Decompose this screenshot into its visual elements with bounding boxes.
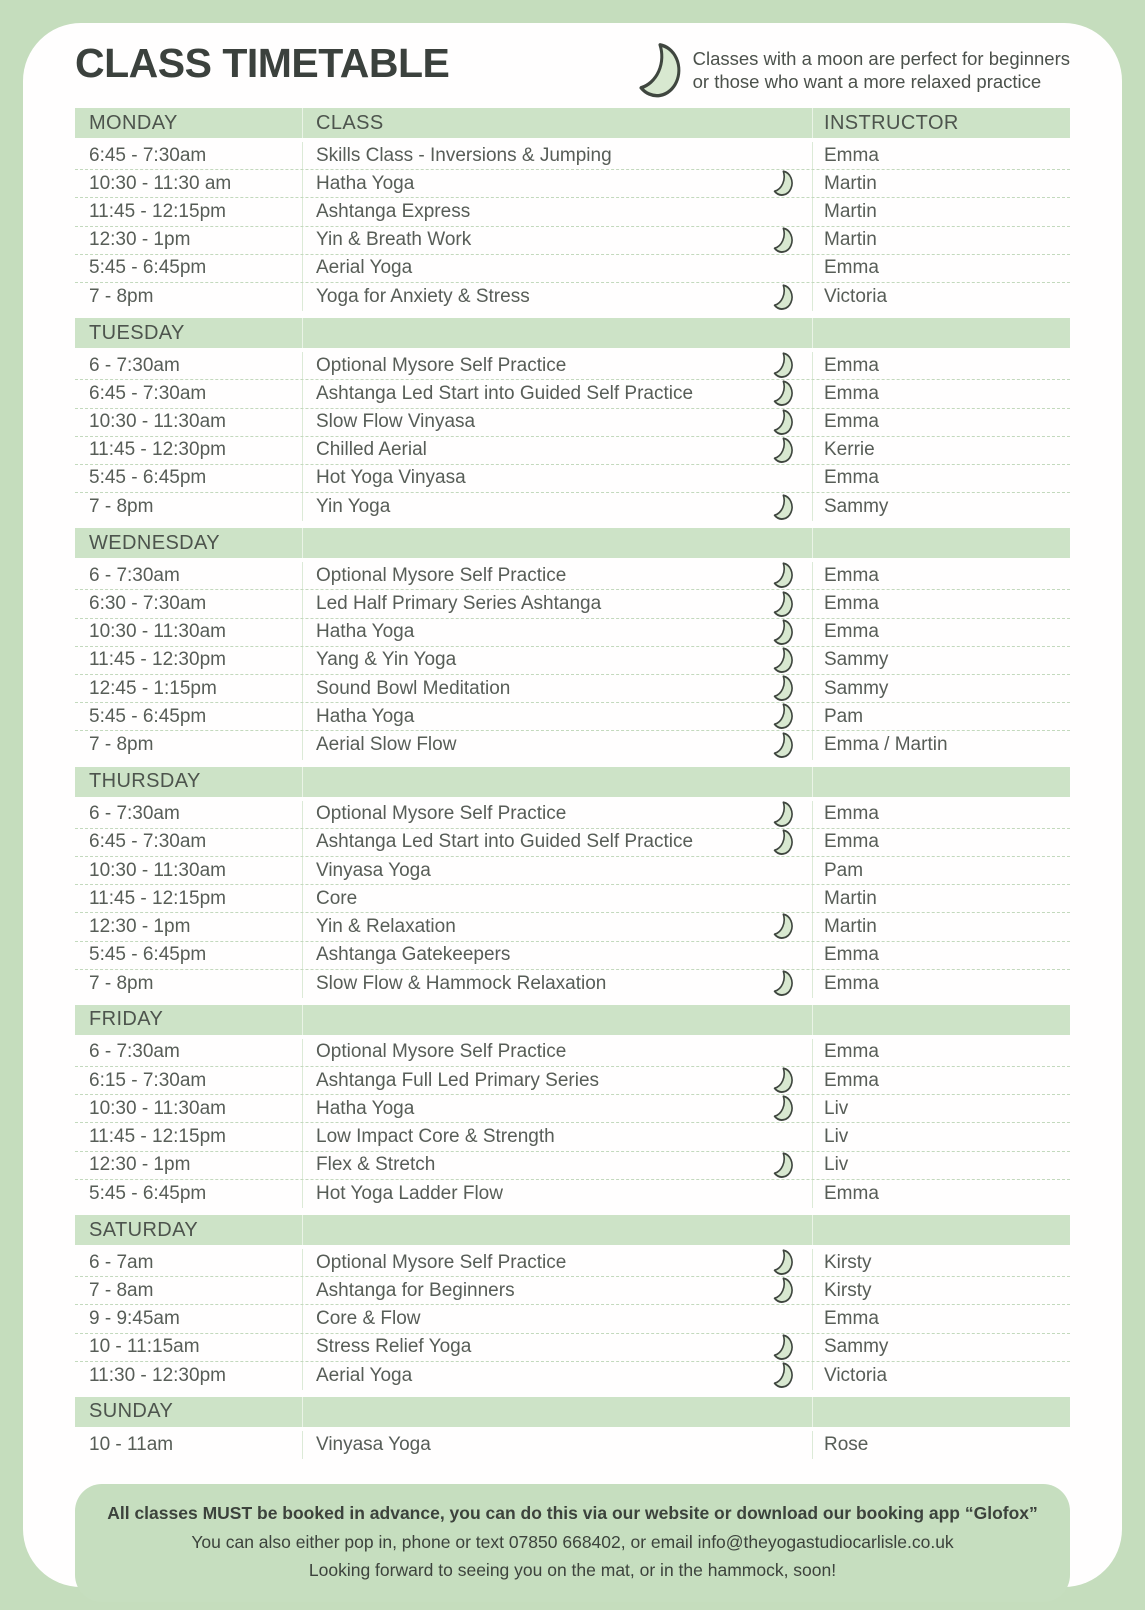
- class-name: Hot Yoga Vinyasa: [316, 467, 466, 489]
- time-cell: 7 - 8am: [89, 1279, 154, 1301]
- moon-icon: [770, 409, 793, 436]
- moon-icon: [770, 437, 793, 464]
- instructor-cell: Emma: [812, 380, 1065, 407]
- moon-icon: [770, 227, 793, 254]
- instructor-cell: Sammy: [812, 675, 1065, 702]
- time-cell: 10 - 11:15am: [89, 1336, 200, 1358]
- day-label: THURSDAY: [89, 770, 201, 793]
- class-name: Skills Class - Inversions & Jumping: [316, 144, 612, 166]
- class-name: Sound Bowl Meditation: [316, 677, 511, 699]
- class-cell: [302, 493, 812, 521]
- table-row: [75, 590, 1070, 618]
- instructor-cell: Martin: [812, 227, 1065, 254]
- table-row: [75, 1039, 1070, 1067]
- time-cell: 6 - 7:30am: [89, 564, 180, 586]
- instructor-column-header: [812, 1005, 1065, 1035]
- day-band: [75, 1215, 1070, 1245]
- instructor-cell: Emma: [812, 1180, 1065, 1208]
- legend-line-2: or those who want a more relaxed practice: [692, 71, 1042, 92]
- time-cell: 6:45 - 7:30am: [89, 382, 207, 404]
- class-cell: [302, 170, 812, 197]
- class-cell: [302, 465, 812, 492]
- table-row: [75, 857, 1070, 885]
- table-row: [75, 647, 1070, 675]
- class-column-header: [302, 767, 812, 797]
- time-cell: 11:45 - 12:15pm: [89, 200, 226, 222]
- time-cell: 12:30 - 1pm: [89, 229, 191, 251]
- instructor-cell: Martin: [812, 170, 1065, 197]
- table-row: [75, 283, 1070, 311]
- table-row: [75, 942, 1070, 970]
- table-row: [75, 142, 1070, 170]
- day-rows: [75, 558, 1070, 762]
- table-row: [75, 409, 1070, 437]
- table-row: [75, 562, 1070, 590]
- instructor-cell: Emma: [812, 942, 1065, 969]
- booking-note: [75, 1484, 1070, 1602]
- class-name: Hatha Yoga: [316, 1097, 415, 1119]
- table-row: [75, 913, 1070, 941]
- class-cell: [302, 885, 812, 912]
- time-cell: 10 - 11am: [89, 1434, 174, 1456]
- class-cell: [302, 198, 812, 225]
- class-cell: [302, 1123, 812, 1150]
- class-cell: [302, 619, 812, 646]
- instructor-cell: Emma: [812, 1039, 1065, 1066]
- time-cell: 6 - 7:30am: [89, 803, 180, 825]
- table-row: [75, 885, 1070, 913]
- class-name: Chilled Aerial: [316, 439, 427, 461]
- table-row: [75, 255, 1070, 283]
- moon-icon: [770, 1095, 793, 1122]
- instructor-cell: Kirsty: [812, 1249, 1065, 1276]
- moon-icon: [770, 970, 793, 997]
- instructor-column-header: [812, 1215, 1065, 1245]
- table-row: [75, 1067, 1070, 1095]
- time-cell: 10:30 - 11:30am: [89, 859, 226, 881]
- table-row: [75, 1334, 1070, 1362]
- instructor-cell: Emma: [812, 970, 1065, 998]
- class-cell: [302, 647, 812, 674]
- table-row: [75, 493, 1070, 521]
- page-header: [75, 23, 1070, 108]
- class-cell: [302, 409, 812, 436]
- class-cell: [302, 801, 812, 828]
- table-row: [75, 170, 1070, 198]
- instructor-cell: Kirsty: [812, 1277, 1065, 1304]
- moon-icon: [770, 1362, 793, 1389]
- instructor-cell: Emma: [812, 590, 1065, 617]
- class-column-header: [302, 1397, 812, 1427]
- class-name: Yang & Yin Yoga: [316, 649, 457, 671]
- booking-note-line-1: All classes MUST be booked in advance, you can do this via our website or download our booking app “Glofox”: [107, 1503, 1038, 1524]
- instructor-cell: Emma: [812, 1305, 1065, 1332]
- table-row: [75, 703, 1070, 731]
- time-cell: 12:30 - 1pm: [89, 915, 191, 937]
- time-cell: 11:45 - 12:30pm: [89, 439, 226, 461]
- class-name: Ashtanga for Beginners: [316, 1279, 515, 1301]
- class-name: Led Half Primary Series Ashtanga: [316, 593, 602, 615]
- instructor-cell: Pam: [812, 857, 1065, 884]
- table-row: [75, 1095, 1070, 1123]
- table-row: [75, 1249, 1070, 1277]
- instructor-cell: Emma: [812, 409, 1065, 436]
- day-section-friday: [75, 1005, 1070, 1211]
- time-cell: 7 - 8pm: [89, 734, 154, 756]
- class-cell: [302, 1249, 812, 1276]
- class-column-header: [302, 1215, 812, 1245]
- day-label: WEDNESDAY: [89, 531, 221, 554]
- class-name: Ashtanga Led Start into Guided Self Practice: [316, 382, 694, 404]
- time-cell: 6 - 7:30am: [89, 354, 180, 376]
- moon-icon: [770, 591, 793, 618]
- class-name: Hatha Yoga: [316, 172, 415, 194]
- moon-icon: [770, 829, 793, 856]
- table-row: [75, 829, 1070, 857]
- day-label: TUESDAY: [89, 321, 185, 344]
- time-cell: 6:15 - 7:30am: [89, 1069, 207, 1091]
- class-name: Optional Mysore Self Practice: [316, 803, 567, 825]
- moon-icon: [631, 42, 681, 100]
- booking-note-line-3: Looking forward to seeing you on the mat, or in the hammock, soon!: [308, 1560, 837, 1581]
- time-cell: 6:30 - 7:30am: [89, 593, 207, 615]
- class-name: Stress Relief Yoga: [316, 1336, 472, 1358]
- time-cell: 7 - 8pm: [89, 972, 154, 994]
- table-row: [75, 1152, 1070, 1180]
- class-cell: [302, 1277, 812, 1304]
- day-section-monday: [75, 108, 1070, 314]
- instructor-cell: Emma: [812, 1067, 1065, 1094]
- instructor-column-header: [812, 318, 1065, 348]
- day-band: [75, 1005, 1070, 1035]
- table-row: [75, 1305, 1070, 1333]
- class-name: Ashtanga Gatekeepers: [316, 944, 511, 966]
- day-section-sunday: [75, 1397, 1070, 1462]
- page-title: CLASS TIMETABLE: [75, 40, 450, 86]
- instructor-cell: Sammy: [812, 1334, 1065, 1361]
- instructor-cell: Sammy: [812, 647, 1065, 674]
- time-cell: 7 - 8pm: [89, 286, 154, 308]
- instructor-cell: Sammy: [812, 493, 1065, 521]
- class-cell: [302, 1180, 812, 1208]
- beginner-legend: [631, 40, 1070, 100]
- table-row: [75, 1123, 1070, 1151]
- class-cell: [302, 1152, 812, 1179]
- day-band: [75, 108, 1070, 138]
- instructor-cell: Emma / Martin: [812, 731, 1065, 759]
- booking-note-line-2: You can also either pop in, phone or text 07850 668402, or email info@theyogastudiocarlisle.co.uk: [191, 1531, 954, 1552]
- class-cell: [302, 142, 812, 169]
- class-name: Yoga for Anxiety & Stress: [316, 286, 530, 308]
- instructor-cell: Emma: [812, 801, 1065, 828]
- instructor-column-header: INSTRUCTOR: [812, 108, 1065, 138]
- class-name: Vinyasa Yoga: [316, 859, 431, 881]
- class-column-header: [302, 1005, 812, 1035]
- moon-icon: [770, 913, 793, 940]
- day-section-saturday: [75, 1215, 1070, 1393]
- day-label: SUNDAY: [89, 1400, 174, 1423]
- table-row: [75, 465, 1070, 493]
- instructor-cell: Liv: [812, 1095, 1065, 1122]
- moon-icon: [770, 647, 793, 674]
- class-cell: [302, 857, 812, 884]
- class-name: Aerial Yoga: [316, 1364, 413, 1386]
- instructor-cell: Martin: [812, 198, 1065, 225]
- class-cell: [302, 1334, 812, 1361]
- class-name: Optional Mysore Self Practice: [316, 1251, 567, 1273]
- time-cell: 5:45 - 6:45pm: [89, 1182, 207, 1204]
- class-name: Slow Flow & Hammock Relaxation: [316, 972, 607, 994]
- class-name: Aerial Slow Flow: [316, 734, 457, 756]
- class-cell: [302, 1095, 812, 1122]
- class-cell: [302, 562, 812, 589]
- class-timetable: [75, 108, 1070, 1462]
- class-name: Ashtanga Led Start into Guided Self Practice: [316, 831, 694, 853]
- day-label: FRIDAY: [89, 1008, 164, 1031]
- class-name: Hot Yoga Ladder Flow: [316, 1182, 503, 1204]
- instructor-cell: Emma: [812, 142, 1065, 169]
- instructor-cell: Emma: [812, 619, 1065, 646]
- instructor-cell: Emma: [812, 465, 1065, 492]
- time-cell: 5:45 - 6:45pm: [89, 257, 207, 279]
- moon-icon: [770, 619, 793, 646]
- class-cell: [302, 970, 812, 998]
- moon-icon: [770, 1277, 793, 1304]
- time-cell: 10:30 - 11:30 am: [89, 172, 232, 194]
- time-cell: 11:45 - 12:30pm: [89, 649, 226, 671]
- day-band: [75, 767, 1070, 797]
- table-row: [75, 619, 1070, 647]
- class-cell: [302, 829, 812, 856]
- class-cell: [302, 437, 812, 464]
- moon-icon: [770, 1067, 793, 1094]
- day-rows: [75, 1035, 1070, 1211]
- day-label: SATURDAY: [89, 1218, 199, 1241]
- table-row: [75, 1180, 1070, 1208]
- moon-icon: [770, 1334, 793, 1361]
- class-cell: [302, 1431, 812, 1459]
- timetable-card: [23, 23, 1122, 1587]
- moon-icon: [770, 1152, 793, 1179]
- class-name: Optional Mysore Self Practice: [316, 354, 567, 376]
- instructor-cell: Victoria: [812, 283, 1065, 311]
- instructor-cell: Emma: [812, 255, 1065, 282]
- day-section-wednesday: [75, 528, 1070, 762]
- table-row: [75, 227, 1070, 255]
- day-rows: [75, 348, 1070, 524]
- class-cell: [302, 590, 812, 617]
- class-cell: [302, 227, 812, 254]
- time-cell: 6:45 - 7:30am: [89, 831, 207, 853]
- instructor-column-header: [812, 767, 1065, 797]
- day-band: [75, 318, 1070, 348]
- table-row: [75, 1431, 1070, 1459]
- table-row: [75, 801, 1070, 829]
- instructor-cell: Liv: [812, 1152, 1065, 1179]
- class-name: Hatha Yoga: [316, 705, 415, 727]
- instructor-cell: Emma: [812, 352, 1065, 379]
- table-row: [75, 198, 1070, 226]
- class-cell: [302, 1362, 812, 1390]
- time-cell: 9 - 9:45am: [89, 1307, 180, 1329]
- table-row: [75, 380, 1070, 408]
- class-name: Yin & Breath Work: [316, 229, 472, 251]
- class-name: Yin & Relaxation: [316, 915, 456, 937]
- class-cell: [302, 703, 812, 730]
- class-name: Core: [316, 887, 358, 909]
- table-row: [75, 731, 1070, 759]
- class-name: Slow Flow Vinyasa: [316, 411, 476, 433]
- time-cell: 11:45 - 12:15pm: [89, 1126, 226, 1148]
- table-row: [75, 1362, 1070, 1390]
- class-name: Aerial Yoga: [316, 257, 413, 279]
- day-section-thursday: [75, 767, 1070, 1001]
- class-cell: [302, 1067, 812, 1094]
- class-cell: [302, 675, 812, 702]
- time-cell: 5:45 - 6:45pm: [89, 705, 207, 727]
- day-band: [75, 528, 1070, 558]
- class-cell: [302, 1039, 812, 1066]
- moon-icon: [770, 380, 793, 407]
- legend-line-1: Classes with a moon are perfect for beginners: [692, 48, 1070, 70]
- class-name: Core & Flow: [316, 1307, 421, 1329]
- class-cell: [302, 913, 812, 940]
- table-row: [75, 437, 1070, 465]
- instructor-cell: Pam: [812, 703, 1065, 730]
- class-name: Low Impact Core & Strength: [316, 1126, 555, 1148]
- time-cell: 10:30 - 11:30am: [89, 621, 226, 643]
- instructor-cell: Kerrie: [812, 437, 1065, 464]
- day-band: [75, 1397, 1070, 1427]
- moon-icon: [770, 675, 793, 702]
- table-row: [75, 1277, 1070, 1305]
- class-name: Vinyasa Yoga: [316, 1434, 431, 1456]
- class-name: Yin Yoga: [316, 496, 391, 518]
- day-rows: [75, 1427, 1070, 1462]
- instructor-column-header: [812, 528, 1065, 558]
- instructor-column-header: [812, 1397, 1065, 1427]
- time-cell: 7 - 8pm: [89, 496, 154, 518]
- moon-icon: [770, 170, 793, 197]
- day-section-tuesday: [75, 318, 1070, 524]
- moon-icon: [770, 284, 793, 311]
- moon-icon: [770, 1249, 793, 1276]
- moon-icon: [770, 703, 793, 730]
- class-column-header: [302, 528, 812, 558]
- instructor-cell: Victoria: [812, 1362, 1065, 1390]
- moon-icon: [770, 562, 793, 589]
- moon-icon: [770, 352, 793, 379]
- class-cell: [302, 942, 812, 969]
- instructor-cell: Martin: [812, 885, 1065, 912]
- class-name: Ashtanga Full Led Primary Series: [316, 1069, 600, 1091]
- class-name: Optional Mysore Self Practice: [316, 1041, 567, 1063]
- class-cell: [302, 380, 812, 407]
- moon-icon: [770, 732, 793, 759]
- instructor-cell: Rose: [812, 1431, 1065, 1459]
- day-label: MONDAY: [89, 111, 178, 134]
- instructor-cell: Martin: [812, 913, 1065, 940]
- time-cell: 11:30 - 12:30pm: [89, 1364, 226, 1386]
- instructor-cell: Emma: [812, 562, 1065, 589]
- instructor-cell: Emma: [812, 829, 1065, 856]
- legend-text: [693, 48, 1070, 93]
- class-name: Optional Mysore Self Practice: [316, 564, 567, 586]
- class-name: Flex & Stretch: [316, 1154, 436, 1176]
- class-name: Ashtanga Express: [316, 200, 471, 222]
- moon-icon: [770, 801, 793, 828]
- table-row: [75, 352, 1070, 380]
- time-cell: 6 - 7am: [89, 1251, 154, 1273]
- day-rows: [75, 797, 1070, 1001]
- class-cell: [302, 283, 812, 311]
- time-cell: 10:30 - 11:30am: [89, 411, 226, 433]
- time-cell: 6 - 7:30am: [89, 1041, 180, 1063]
- class-name: Hatha Yoga: [316, 621, 415, 643]
- time-cell: 5:45 - 6:45pm: [89, 944, 207, 966]
- time-cell: 12:30 - 1pm: [89, 1154, 191, 1176]
- class-cell: [302, 255, 812, 282]
- class-cell: [302, 731, 812, 759]
- class-column-header: [302, 318, 812, 348]
- table-row: [75, 675, 1070, 703]
- instructor-cell: Liv: [812, 1123, 1065, 1150]
- day-rows: [75, 138, 1070, 314]
- time-cell: 5:45 - 6:45pm: [89, 467, 207, 489]
- moon-icon: [770, 494, 793, 521]
- time-cell: 11:45 - 12:15pm: [89, 887, 226, 909]
- table-row: [75, 970, 1070, 998]
- time-cell: 10:30 - 11:30am: [89, 1097, 226, 1119]
- class-cell: [302, 352, 812, 379]
- time-cell: 6:45 - 7:30am: [89, 144, 207, 166]
- class-cell: [302, 1305, 812, 1332]
- day-rows: [75, 1245, 1070, 1393]
- class-column-header: CLASS: [302, 108, 812, 138]
- time-cell: 12:45 - 1:15pm: [89, 677, 217, 699]
